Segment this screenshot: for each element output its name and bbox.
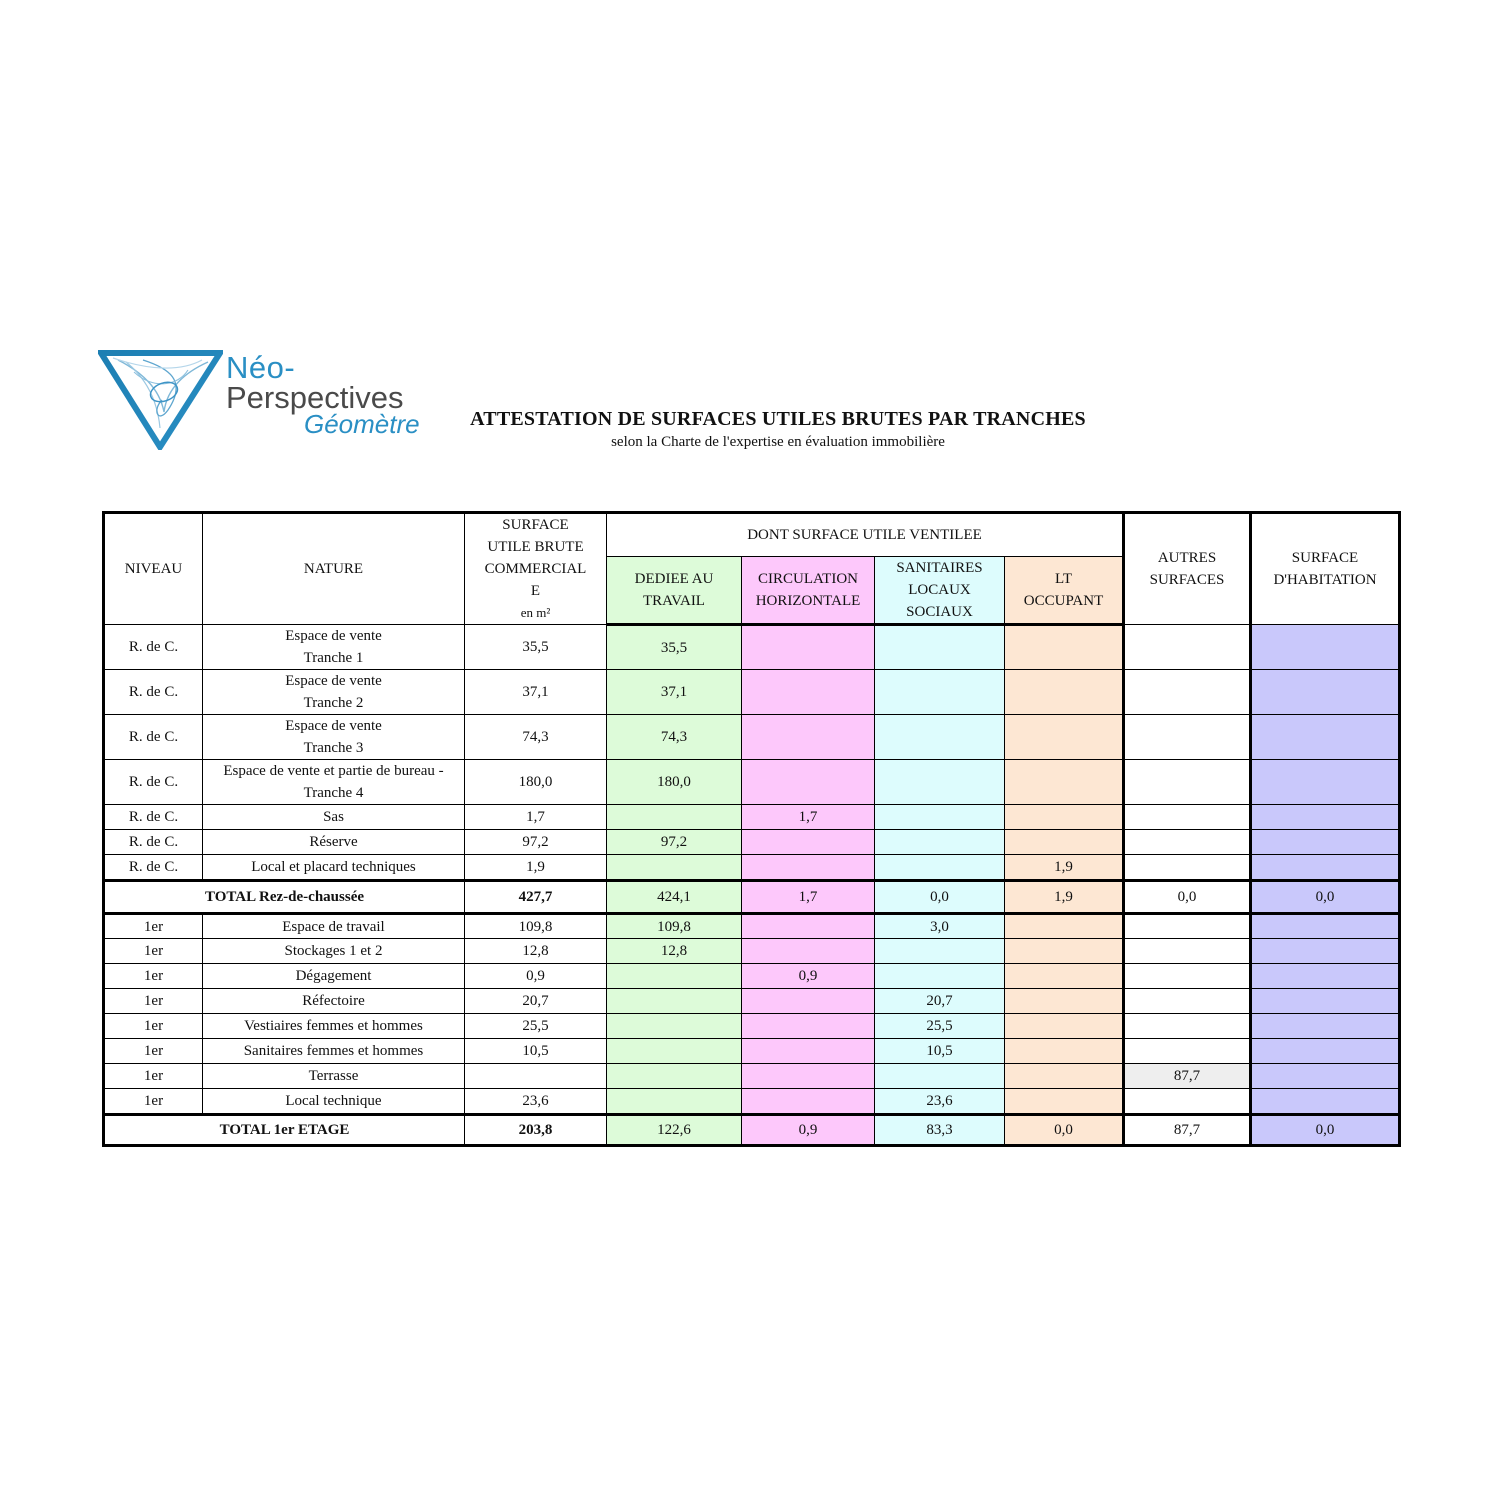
logo-text-line2: Perspectives (226, 380, 404, 415)
cell-total: 109,8 (465, 914, 607, 939)
header-dediee-travail (607, 557, 742, 625)
cell-circulation: 1,7 (742, 805, 875, 830)
cell-autres (1124, 760, 1251, 805)
cell-sanitaires (875, 670, 1005, 715)
cell-niveau: R. de C. (104, 715, 203, 760)
cell-total: 23,6 (465, 1089, 607, 1115)
total-sanitaires: 0,0 (875, 881, 1005, 914)
header-habitation-line: D'HABITATION (1273, 572, 1377, 588)
cell-nature (203, 760, 465, 805)
header-surface-line: E (530, 583, 541, 599)
table-row (104, 964, 1400, 989)
cell-autres (1124, 1014, 1251, 1039)
cell-total: 0,9 (465, 964, 607, 989)
total-row-rdc (104, 881, 1400, 914)
total-dediee: 424,1 (607, 881, 742, 914)
cell-niveau: R. de C. (104, 625, 203, 670)
cell-autres (1124, 830, 1251, 855)
header-sanitaires-line: LOCAUX (908, 582, 971, 598)
cell-total: 1,9 (465, 855, 607, 881)
header-circulation-line: HORIZONTALE (755, 593, 861, 609)
total-label: TOTAL Rez-de-chaussée (104, 881, 465, 914)
total-surface: 203,8 (465, 1115, 607, 1146)
cell-dediee: 74,3 (607, 715, 742, 760)
cell-habitation (1251, 964, 1400, 989)
cell-niveau: 1er (104, 1039, 203, 1064)
cell-niveau: 1er (104, 1089, 203, 1115)
cell-habitation (1251, 1014, 1400, 1039)
header-sanitaires-line: SANITAIRES (896, 560, 983, 576)
cell-nature (203, 625, 465, 670)
cell-autres (1124, 715, 1251, 760)
cell-total: 20,7 (465, 989, 607, 1014)
total-circulation: 1,7 (742, 881, 875, 914)
cell-nature-line: Tranche 1 (303, 650, 364, 666)
header-lt-occupant (1005, 557, 1124, 625)
cell-nature-line: Tranche 4 (303, 785, 364, 801)
cell-habitation (1251, 939, 1400, 964)
cell-total: 97,2 (465, 830, 607, 855)
cell-habitation (1251, 760, 1400, 805)
cell-lt-occupant (1005, 1039, 1124, 1064)
logo-text-line1: Néo- (226, 350, 296, 385)
cell-circulation (742, 855, 875, 881)
cell-dediee (607, 1064, 742, 1089)
table-row (104, 914, 1400, 939)
cell-nature: Espace de travail (203, 914, 465, 939)
cell-habitation (1251, 670, 1400, 715)
total-autres: 87,7 (1124, 1115, 1251, 1146)
total-dediee: 122,6 (607, 1115, 742, 1146)
cell-habitation (1251, 625, 1400, 670)
cell-habitation (1251, 914, 1400, 939)
header-autres-surfaces (1124, 513, 1251, 625)
table-row (104, 855, 1400, 881)
total-row-etage (104, 1115, 1400, 1146)
cell-lt-occupant (1005, 670, 1124, 715)
cell-autres: 87,7 (1124, 1064, 1251, 1089)
cell-habitation (1251, 715, 1400, 760)
cell-nature: Sas (203, 805, 465, 830)
header-dediee-line: DEDIEE AU (634, 571, 714, 587)
triangle-logo-icon (98, 350, 223, 450)
cell-total: 10,5 (465, 1039, 607, 1064)
header-sanitaires-line: SOCIAUX (906, 604, 973, 620)
cell-autres (1124, 939, 1251, 964)
cell-nature-line: Tranche 2 (303, 695, 364, 711)
cell-nature: Local et placard techniques (203, 855, 465, 881)
table-row (104, 760, 1400, 805)
header-lt-line: OCCUPANT (1023, 593, 1104, 609)
cell-dediee (607, 1014, 742, 1039)
cell-lt-occupant (1005, 1014, 1124, 1039)
cell-dediee: 109,8 (607, 914, 742, 939)
cell-niveau: R. de C. (104, 830, 203, 855)
cell-circulation (742, 1064, 875, 1089)
cell-dediee (607, 855, 742, 881)
cell-circulation (742, 1089, 875, 1115)
cell-dediee (607, 1089, 742, 1115)
cell-habitation (1251, 805, 1400, 830)
table-row (104, 625, 1400, 670)
cell-sanitaires (875, 939, 1005, 964)
company-logo (98, 350, 428, 452)
logo-text-line3: Géomètre (304, 409, 420, 439)
cell-nature: Terrasse (203, 1064, 465, 1089)
cell-niveau: 1er (104, 1064, 203, 1089)
cell-nature: Réserve (203, 830, 465, 855)
cell-dediee (607, 1039, 742, 1064)
cell-dediee (607, 989, 742, 1014)
cell-lt-occupant (1005, 939, 1124, 964)
table-row (104, 1014, 1400, 1039)
cell-total: 74,3 (465, 715, 607, 760)
cell-niveau: 1er (104, 989, 203, 1014)
header-surface-utile-brute (465, 513, 607, 625)
table-row (104, 989, 1400, 1014)
total-lt-occupant: 1,9 (1005, 881, 1124, 914)
cell-autres (1124, 989, 1251, 1014)
cell-circulation: 0,9 (742, 964, 875, 989)
cell-dediee (607, 964, 742, 989)
header-dediee-line: TRAVAIL (643, 593, 705, 609)
header-autres-line: SURFACES (1149, 572, 1225, 588)
total-circulation: 0,9 (742, 1115, 875, 1146)
cell-sanitaires: 3,0 (875, 914, 1005, 939)
cell-niveau: R. de C. (104, 760, 203, 805)
cell-nature: Réfectoire (203, 989, 465, 1014)
cell-circulation (742, 989, 875, 1014)
total-label: TOTAL 1er ETAGE (104, 1115, 465, 1146)
cell-autres (1124, 625, 1251, 670)
cell-nature-line: Espace de vente (285, 628, 382, 644)
cell-circulation (742, 914, 875, 939)
cell-dediee: 37,1 (607, 670, 742, 715)
cell-circulation (742, 939, 875, 964)
cell-niveau: 1er (104, 1014, 203, 1039)
table-row (104, 1039, 1400, 1064)
cell-lt-occupant (1005, 1089, 1124, 1115)
cell-nature-line: Tranche 3 (303, 740, 364, 756)
header-circulation (742, 557, 875, 625)
cell-autres (1124, 805, 1251, 830)
header-circulation-line: CIRCULATION (758, 571, 858, 587)
cell-nature: Dégagement (203, 964, 465, 989)
cell-circulation (742, 760, 875, 805)
cell-dediee: 180,0 (607, 760, 742, 805)
table-row (104, 670, 1400, 715)
cell-lt-occupant (1005, 805, 1124, 830)
cell-circulation (742, 830, 875, 855)
cell-habitation (1251, 1089, 1400, 1115)
table-row (104, 1064, 1400, 1089)
document-title: ATTESTATION DE SURFACES UTILES BRUTES PAR TRANCHES (470, 408, 1086, 430)
total-lt-occupant: 0,0 (1005, 1115, 1124, 1146)
cell-nature (203, 715, 465, 760)
cell-sanitaires: 10,5 (875, 1039, 1005, 1064)
header-autres-line: AUTRES (1157, 550, 1217, 566)
cell-sanitaires: 25,5 (875, 1014, 1005, 1039)
cell-lt-occupant (1005, 964, 1124, 989)
cell-autres (1124, 914, 1251, 939)
cell-nature-line: Espace de vente (285, 718, 382, 734)
total-habitation: 0,0 (1251, 881, 1400, 914)
cell-niveau: 1er (104, 939, 203, 964)
cell-total: 37,1 (465, 670, 607, 715)
cell-circulation (742, 670, 875, 715)
total-sanitaires: 83,3 (875, 1115, 1005, 1146)
table-row (104, 805, 1400, 830)
cell-total: 35,5 (465, 625, 607, 670)
header-sanitaires (875, 557, 1005, 625)
cell-lt-occupant (1005, 914, 1124, 939)
cell-nature-line: Espace de vente (285, 673, 382, 689)
cell-total: 1,7 (465, 805, 607, 830)
cell-sanitaires (875, 830, 1005, 855)
cell-sanitaires (875, 760, 1005, 805)
total-habitation: 0,0 (1251, 1115, 1400, 1146)
cell-nature: Vestiaires femmes et hommes (203, 1014, 465, 1039)
cell-circulation (742, 715, 875, 760)
cell-lt-occupant: 1,9 (1005, 855, 1124, 881)
cell-sanitaires (875, 964, 1005, 989)
cell-circulation (742, 1014, 875, 1039)
cell-sanitaires (875, 625, 1005, 670)
cell-sanitaires: 23,6 (875, 1089, 1005, 1115)
header-ventilee: DONT SURFACE UTILE VENTILEE (607, 513, 1124, 557)
cell-nature-line: Espace de vente et partie de bureau - (223, 763, 444, 779)
cell-niveau: R. de C. (104, 855, 203, 881)
cell-autres (1124, 964, 1251, 989)
header-lt-line: LT (1055, 571, 1072, 587)
cell-nature (203, 670, 465, 715)
table-row (104, 939, 1400, 964)
cell-total: 25,5 (465, 1014, 607, 1039)
table-row (104, 1089, 1400, 1115)
cell-nature: Stockages 1 et 2 (203, 939, 465, 964)
header-surface-habitation (1251, 513, 1400, 625)
cell-lt-occupant (1005, 625, 1124, 670)
cell-autres (1124, 670, 1251, 715)
cell-sanitaires (875, 715, 1005, 760)
cell-niveau: R. de C. (104, 670, 203, 715)
cell-niveau: R. de C. (104, 805, 203, 830)
cell-lt-occupant (1005, 830, 1124, 855)
cell-habitation (1251, 855, 1400, 881)
cell-dediee: 12,8 (607, 939, 742, 964)
cell-total: 12,8 (465, 939, 607, 964)
cell-nature: Local technique (203, 1089, 465, 1115)
table-row (104, 715, 1400, 760)
cell-lt-occupant (1005, 1064, 1124, 1089)
header-surface-line: UTILE BRUTE (487, 539, 584, 555)
cell-habitation (1251, 1039, 1400, 1064)
table-row (104, 830, 1400, 855)
cell-total: 180,0 (465, 760, 607, 805)
header-surface-line: COMMERCIAL (484, 561, 587, 577)
cell-circulation (742, 1039, 875, 1064)
cell-autres (1124, 855, 1251, 881)
cell-circulation (742, 625, 875, 670)
cell-nature: Sanitaires femmes et hommes (203, 1039, 465, 1064)
cell-sanitaires (875, 805, 1005, 830)
surface-table (102, 511, 1401, 1147)
total-autres: 0,0 (1124, 881, 1251, 914)
cell-total (465, 1064, 607, 1089)
cell-dediee: 35,5 (607, 625, 742, 670)
cell-sanitaires: 20,7 (875, 989, 1005, 1014)
header-surface-line: SURFACE (502, 517, 569, 533)
cell-autres (1124, 1089, 1251, 1115)
cell-niveau: 1er (104, 914, 203, 939)
cell-autres (1124, 1039, 1251, 1064)
cell-niveau: 1er (104, 964, 203, 989)
cell-habitation (1251, 830, 1400, 855)
header-niveau: NIVEAU (104, 513, 203, 625)
header-habitation-line: SURFACE (1291, 550, 1359, 566)
header-surface-unit: en m² (520, 605, 551, 620)
cell-dediee: 97,2 (607, 830, 742, 855)
cell-lt-occupant (1005, 760, 1124, 805)
cell-dediee (607, 805, 742, 830)
cell-sanitaires (875, 1064, 1005, 1089)
total-surface: 427,7 (465, 881, 607, 914)
cell-lt-occupant (1005, 715, 1124, 760)
cell-habitation (1251, 1064, 1400, 1089)
cell-sanitaires (875, 855, 1005, 881)
cell-lt-occupant (1005, 989, 1124, 1014)
document-subtitle: selon la Charte de l'expertise en évaluation immobilière (611, 434, 945, 450)
header-nature: NATURE (203, 513, 465, 625)
cell-habitation (1251, 989, 1400, 1014)
